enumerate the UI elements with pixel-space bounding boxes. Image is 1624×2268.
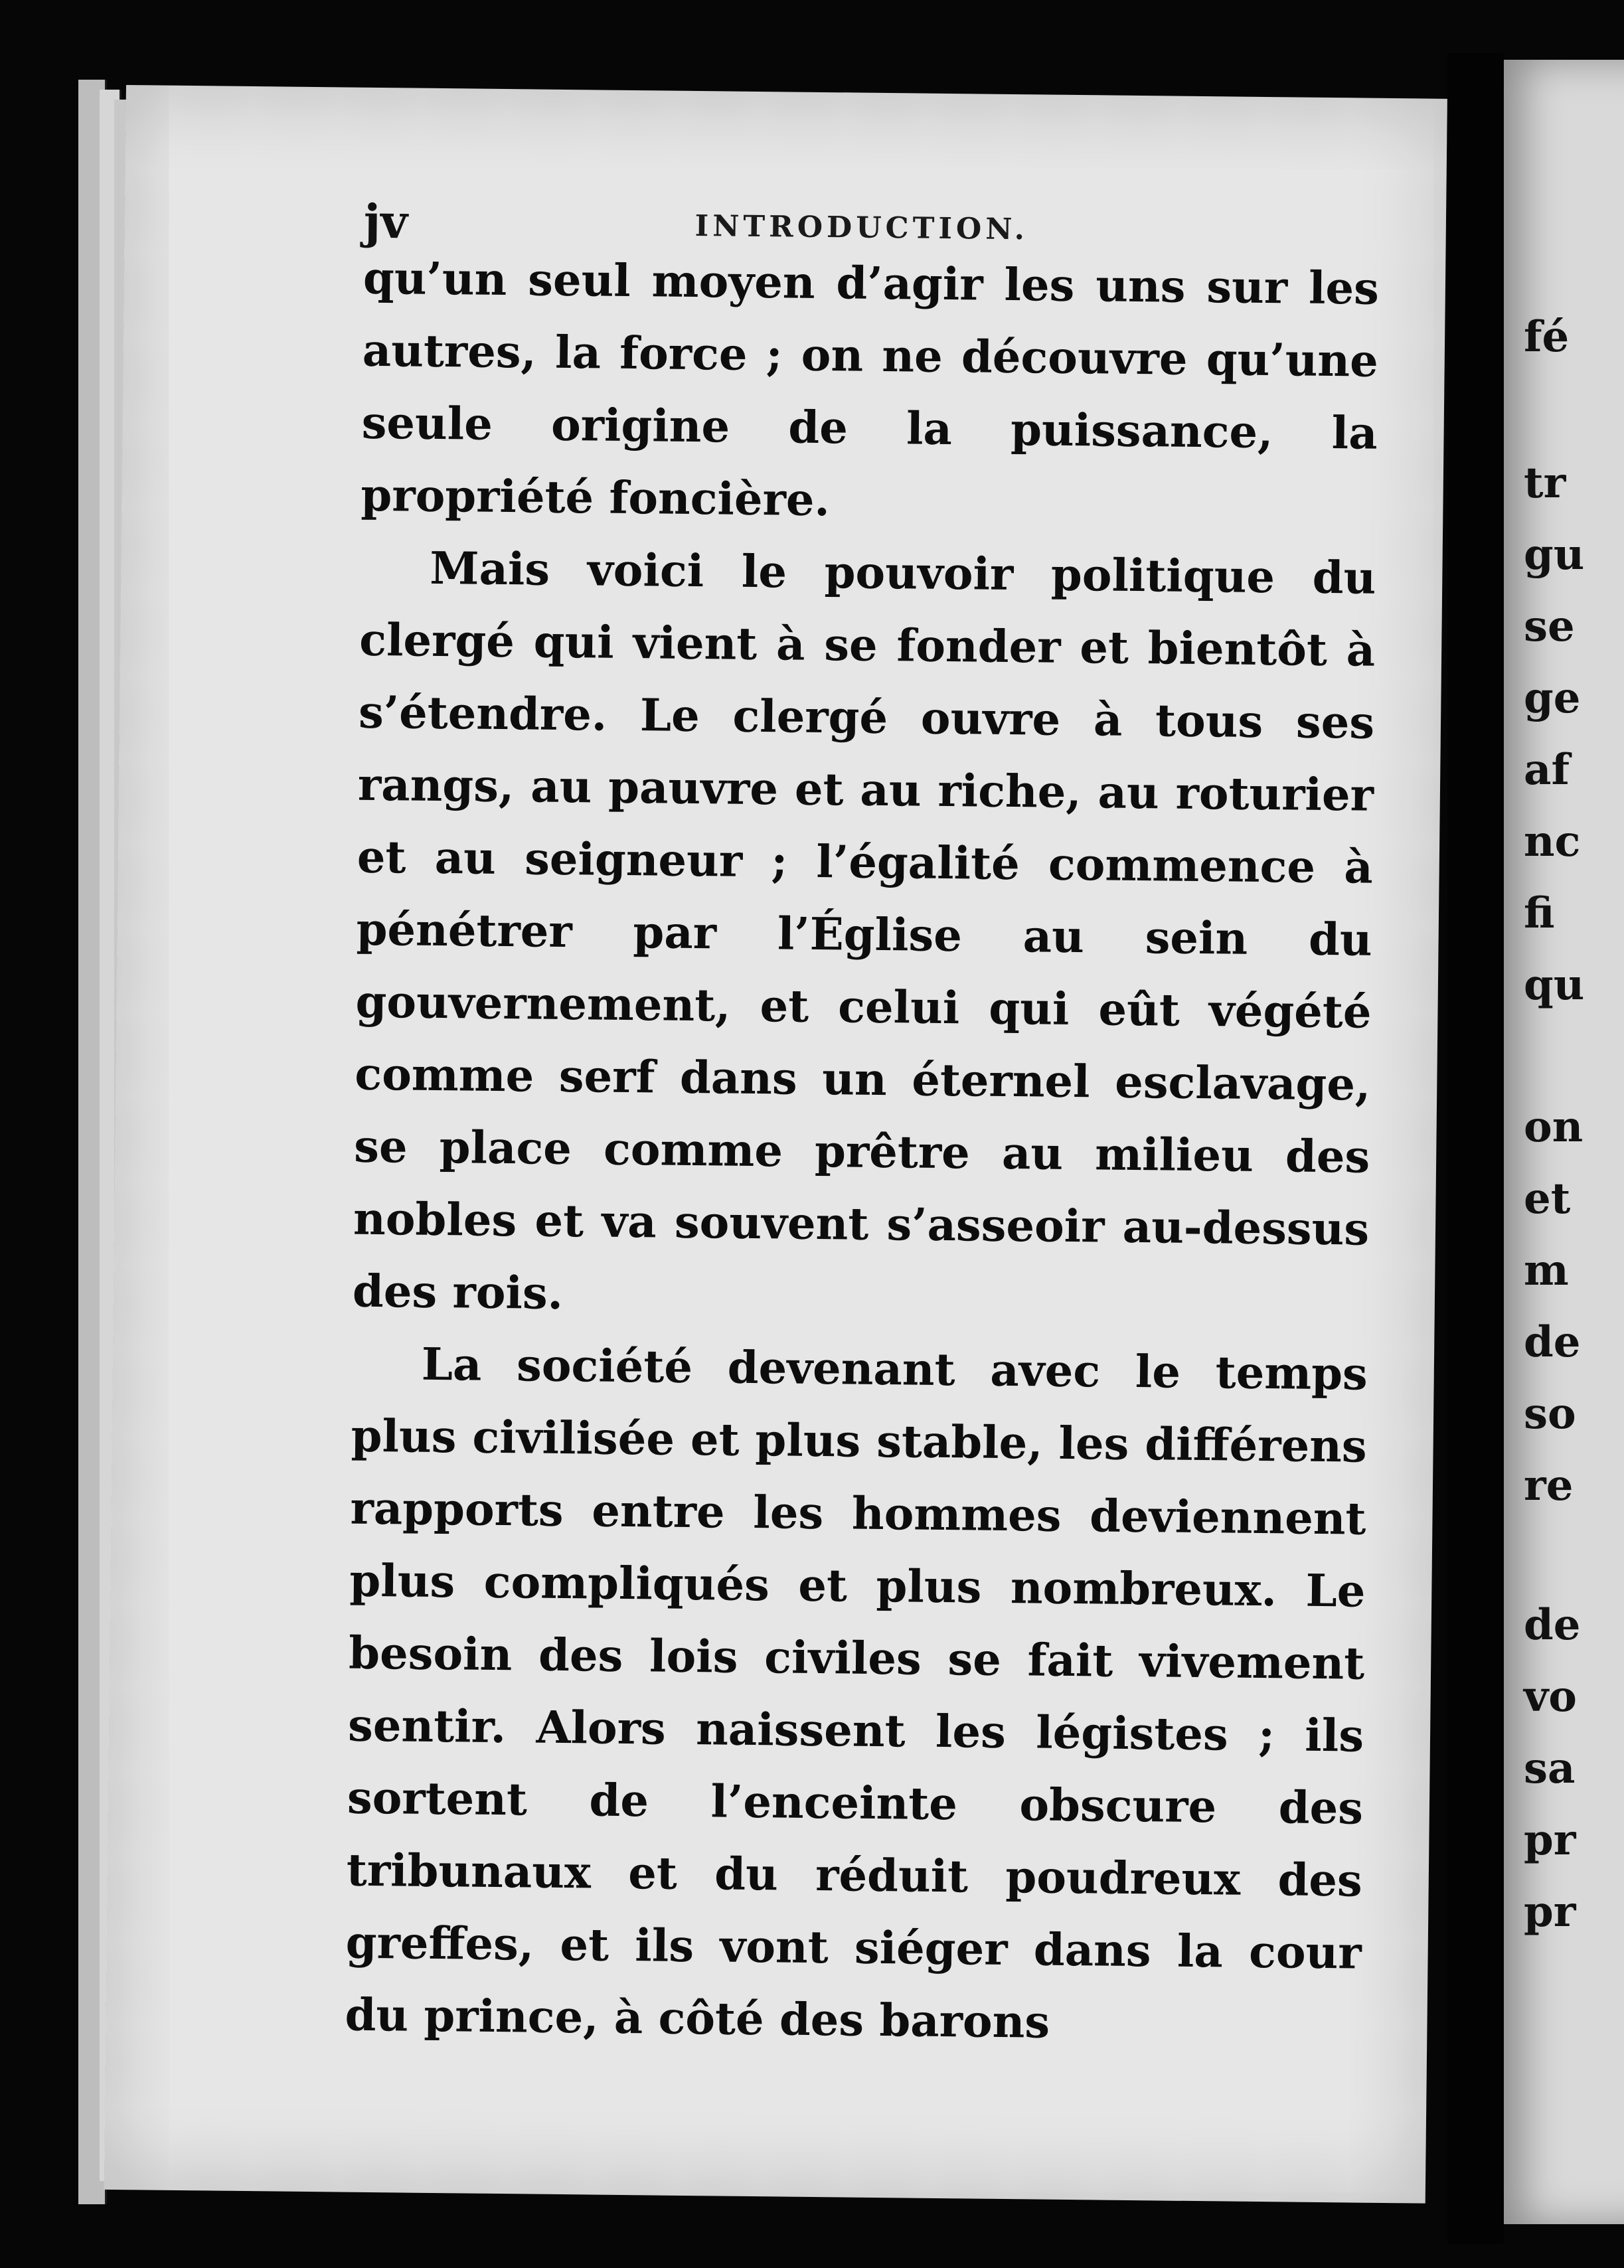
facing-line-fragment: so bbox=[1524, 1389, 1576, 1439]
facing-line-fragment: qu bbox=[1524, 960, 1585, 1010]
facing-line-fragment: de bbox=[1524, 1600, 1581, 1650]
paragraph: La société devenant avec le temps plus civilisée et plus stable, les différens rapports entre les hommes deviennent plus compliqués et plus nombreux. Le besoin des lois civiles se fait vivement sentir. Alors naissent les légistes ; ils sortent de l’enceinte obscure des tribunaux et du réduit poudreux des greffes, et ils vont siéger dans la cour du prince, à côté des barons bbox=[345, 1337, 1368, 2048]
facing-line-fragment: ge bbox=[1524, 673, 1581, 723]
gutter-shadow bbox=[1447, 53, 1504, 2244]
book-page bbox=[104, 85, 1447, 2204]
facing-line-fragment: on bbox=[1524, 1102, 1583, 1152]
facing-line-fragment: se bbox=[1524, 602, 1575, 651]
facing-line-fragment: de bbox=[1524, 1317, 1581, 1367]
facing-line-fragment: fi bbox=[1524, 888, 1555, 938]
facing-line-fragment: gu bbox=[1524, 530, 1585, 580]
paragraph: Mais voici le pouvoir politique du clergé qui vient à se fonder et bientôt à s’étendre. Le clergé ouvre à tous ses rangs, au pauvre et au riche, au roturier et au seigneur ; l’égalité commence à pénétrer par l’Église au sein du gouvernement, et celui qui eût végété comme serf dans un éternel esclavage, se place comme prêtre au milieu des nobles et va souvent s’asseoir au-dessus des rois. bbox=[352, 541, 1376, 1319]
facing-line-fragment: af bbox=[1524, 745, 1570, 795]
facing-line-fragment: nc bbox=[1524, 817, 1581, 866]
facing-line-fragment: pr bbox=[1524, 1815, 1576, 1865]
facing-line-fragment: sa bbox=[1524, 1743, 1576, 1793]
page-header bbox=[364, 187, 1360, 251]
facing-line-fragment: m bbox=[1524, 1246, 1569, 1295]
page-number: jv bbox=[363, 193, 408, 250]
facing-line-fragment: tr bbox=[1524, 458, 1566, 508]
facing-line-fragment: fé bbox=[1524, 312, 1570, 362]
facing-line-fragment: re bbox=[1524, 1461, 1574, 1510]
facing-line-fragment: vo bbox=[1524, 1672, 1577, 1722]
facing-line-fragment: pr bbox=[1524, 1887, 1576, 1937]
facing-line-fragment: et bbox=[1524, 1174, 1571, 1224]
facing-page bbox=[1504, 60, 1624, 2224]
running-head: INTRODUCTION. bbox=[694, 208, 1029, 247]
paragraph: qu’un seul moyen d’agir les uns sur les autres, la force ; on ne découvre qu’une seule origine de la puissance, la propriété foncière. bbox=[361, 251, 1380, 526]
body-text bbox=[345, 242, 1379, 2062]
